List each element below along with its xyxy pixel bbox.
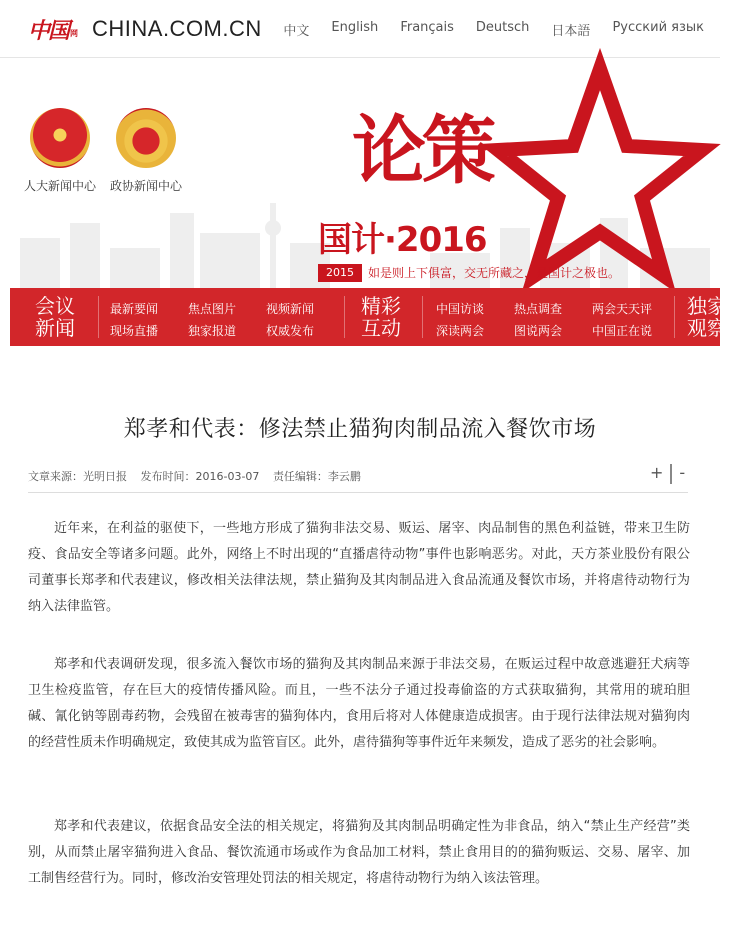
nav-link-china-speaks[interactable]: 中国正在说 (592, 324, 653, 338)
year-tag[interactable]: 2015 (318, 264, 362, 282)
lang-russian[interactable]: Русский язык (612, 20, 704, 35)
article-title: 郑孝和代表：修法禁止猫狗肉制品流入餐饮市场 (123, 417, 597, 442)
cppcc-news-center-link[interactable]: 政协新闻中心 (110, 179, 183, 193)
nav-link-picture-talk[interactable]: 图说两会 (514, 324, 563, 338)
font-increase-button[interactable]: + (650, 463, 664, 482)
nav-link-video-news[interactable]: 视频新闻 (266, 302, 315, 316)
nav-section-meeting-news[interactable] (30, 295, 80, 339)
nav-link-focus-photos[interactable]: 焦点图片 (188, 302, 237, 316)
nav-section-title-line: 会议 (35, 294, 75, 318)
nav-link-deep-read[interactable]: 深读两会 (436, 324, 485, 338)
nav-section-interaction[interactable] (356, 295, 406, 339)
top-bar (0, 0, 720, 58)
nav-divider (422, 296, 423, 338)
nav-section-title-line: 独家 (687, 294, 727, 318)
site-logo[interactable] (28, 14, 78, 44)
banner-motto: 如是则上下俱富，交无所藏之，是国计之极也。 (368, 266, 621, 280)
nav-link-china-interview[interactable]: 中国访谈 (436, 302, 485, 316)
banner-headline: 论策 (352, 108, 492, 194)
logo-small-text: 网 (70, 28, 79, 38)
nav-link-daily-comment[interactable]: 两会天天评 (592, 302, 653, 316)
article-paragraph: 郑孝和代表调研发现，很多流入餐饮市场的猫狗及其肉制品来源于非法交易，在贩运过程中故意逃避狂犬病等卫生检疫监管，存在巨大的疫情传播风险。而且，一些不法分子通过投毒偷盗的方式获取猫狗，其常用的琥珀胆碱、氰化钠等剧毒药物，会残留在被毒害的猫狗体内，食用后将对人体健康造成损害。由于现行法律法规对猫狗肉的经营性质未作明确规定，致使其成为监管盲区。此外，虐待猫狗等事件近年来频发，造成了恶劣的社会影响。 (28, 657, 690, 750)
lang-chinese[interactable]: 中文 (283, 24, 310, 39)
article-editor: 责任编辑：李云鹏 (272, 470, 361, 483)
section-nav-bar (10, 288, 727, 346)
article-meta (28, 468, 371, 484)
two-sessions-banner (0, 58, 720, 288)
nav-divider (98, 296, 99, 338)
meta-divider (28, 492, 688, 493)
lang-japanese[interactable]: 日本語 (551, 24, 591, 39)
npc-news-center-link[interactable]: 人大新闻中心 (24, 179, 97, 193)
language-bar (261, 20, 704, 39)
nav-section-title-line: 观察 (687, 316, 727, 340)
nav-link-latest-news[interactable]: 最新要闻 (110, 302, 159, 316)
banner-subheadline: 国计·2016 (318, 220, 487, 260)
nav-section-exclusive-observation[interactable] (682, 295, 732, 339)
article-date: 发布时间：2016-03-07 (140, 470, 260, 483)
font-decrease-button[interactable]: - (679, 463, 686, 482)
national-emblem-icon[interactable] (30, 108, 90, 168)
logo-cn-text: 中国 (28, 17, 69, 44)
lang-german[interactable]: Deutsch (475, 20, 530, 35)
article-source: 文章来源：光明日报 (28, 470, 127, 483)
nav-link-official-release[interactable]: 权威发布 (266, 324, 315, 338)
site-name[interactable]: CHINA.COM.CN (92, 16, 262, 41)
cppcc-emblem-icon[interactable] (116, 108, 176, 168)
nav-section-title-line: 互动 (361, 316, 401, 340)
nav-link-exclusive[interactable]: 独家报道 (188, 324, 237, 338)
nav-section-title-line: 新闻 (35, 316, 75, 340)
article-paragraph: 近年来，在利益的驱使下，一些地方形成了猫狗非法交易、贩运、屠宰、肉品制售的黑色利益链，带来卫生防疫、食品安全等诸多问题。此外，网络上不时出现的“直播虐待动物”事件也影响恶劣。对此，天方茶业股份有限公司董事长郑孝和代表建议，修改相关法律法规，禁止猫狗及其肉制品进入食品流通及餐饮市场，并将虐待动物行为纳入法律监管。 (28, 521, 690, 614)
font-size-controls (650, 463, 685, 484)
nav-divider (674, 296, 675, 338)
red-star-icon (470, 64, 705, 284)
nav-section-title-line: 精彩 (361, 294, 401, 318)
font-size-divider (670, 464, 672, 484)
nav-link-hot-survey[interactable]: 热点调查 (514, 302, 563, 316)
nav-divider (344, 296, 345, 338)
nav-link-live[interactable]: 现场直播 (110, 324, 159, 338)
lang-english[interactable]: English (331, 20, 379, 35)
lang-french[interactable]: Français (400, 20, 454, 35)
article-paragraph: 郑孝和代表建议，依据食品安全法的相关规定，将猫狗及其肉制品明确定性为非食品，纳入“禁止生产经营”类别，从而禁止屠宰猫狗进入食品、餐饮流通市场或作为食品加工材料，禁止食用目的的猫狗贩运、交易、屠宰、加工制售经营行为。同时，修改治安管理处罚法的相关规定，将虐待动物行为纳入该法管理。 (28, 819, 690, 886)
